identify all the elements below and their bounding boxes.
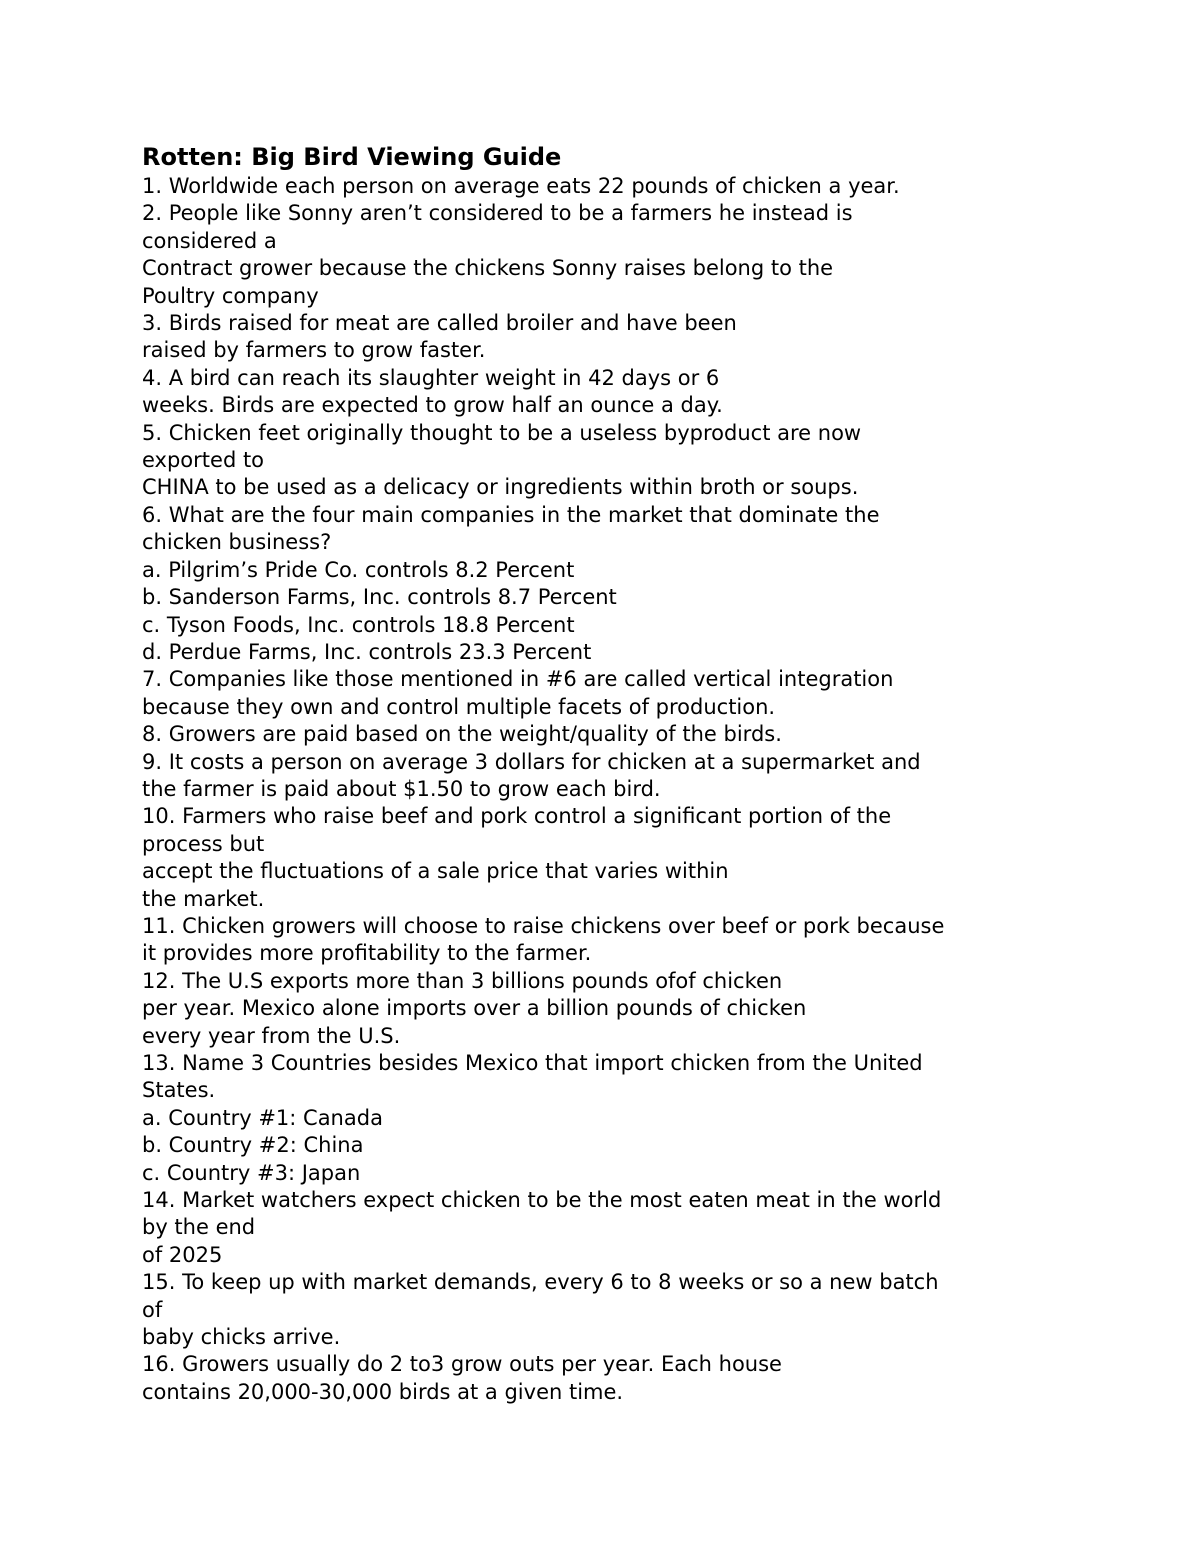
text-line: raised by farmers to grow faster. [142, 338, 486, 363]
text-line: Contract grower because the chickens Sonny raises belong to the [142, 256, 834, 281]
text-line: contains 20,000-30,000 birds at a given time. [142, 1379, 624, 1404]
text-line: it provides more profitability to the farmer. [142, 941, 592, 966]
text-line: a. Pilgrim’s Pride Co. controls 8.2 Percent [142, 557, 575, 582]
text-line: 4. A bird can reach its slaughter weight in 42 days or 6 [142, 365, 720, 390]
text-line: 16. Growers usually do 2 to3 grow outs per year. Each house [142, 1352, 782, 1377]
text-line: accept the fluctuations of a sale price that varies within [142, 859, 729, 884]
text-line: weeks. Birds are expected to grow half an ounce a day. [142, 393, 723, 418]
text-line: 3. Birds raised for meat are called broiler and have been [142, 311, 737, 336]
text-line: 11. Chicken growers will choose to raise chickens over beef or pork because [142, 913, 945, 938]
text-line: the market. [142, 886, 265, 911]
text-line: c. Tyson Foods, Inc. controls 18.8 Percent [142, 612, 575, 637]
text-line: considered a [142, 228, 277, 253]
text-line: of [142, 1297, 163, 1322]
text-line: 1. Worldwide each person on average eats 22 pounds of chicken a year. [142, 174, 900, 198]
text-line: exported to [142, 448, 265, 473]
text-line: 14. Market watchers expect chicken to be the most eaten meat in the world [142, 1188, 942, 1213]
text-line: per year. Mexico alone imports over a billion pounds of chicken [142, 996, 807, 1021]
text-line: 12. The U.S exports more than 3 billions pounds ofof chicken [142, 968, 783, 993]
text-line: every year from the U.S. [142, 1023, 401, 1048]
text-line: CHINA to be used as a delicacy or ingredients within broth or soups. [142, 475, 859, 500]
text-line: 2. People like Sonny aren’t considered to be a farmers he instead is [142, 201, 853, 226]
text-line: 8. Growers are paid based on the weight/quality of the birds. [142, 722, 782, 747]
text-line: process but [142, 831, 265, 856]
text-line: States. [142, 1078, 216, 1103]
text-line: by the end [142, 1215, 256, 1240]
text-line: b. Sanderson Farms, Inc. controls 8.7 Percent [142, 585, 617, 610]
text-line: 7. Companies like those mentioned in #6 are called vertical integration [142, 667, 894, 692]
text-line: 10. Farmers who raise beef and pork control a significant portion of the [142, 804, 892, 829]
text-line: of 2025 [142, 1242, 223, 1267]
text-line: 13. Name 3 Countries besides Mexico that import chicken from the United [142, 1051, 923, 1075]
text-line: c. Country #3: Japan [142, 1160, 361, 1185]
text-line: a. Country #1: Canada [142, 1105, 383, 1130]
text-line: 15. To keep up with market demands, every 6 to 8 weeks or so a new batch [142, 1270, 939, 1295]
text-line: 9. It costs a person on average 3 dollars for chicken at a supermarket and [142, 749, 921, 774]
text-line: chicken business? [142, 530, 332, 555]
text-line: because they own and control multiple facets of production. [142, 694, 776, 719]
text-line: 6. What are the four main companies in the market that dominate the [142, 502, 880, 527]
text-line: the farmer is paid about $1.50 to grow each bird. [142, 776, 661, 801]
text-line: baby chicks arrive. [142, 1325, 341, 1350]
text-line: d. Perdue Farms, Inc. controls 23.3 Percent [142, 639, 592, 664]
document-body [142, 142, 1062, 1406]
text-line: 5. Chicken feet originally thought to be a useless byproduct are now [142, 420, 862, 445]
text-line: b. Country #2: China [142, 1133, 364, 1158]
text-line: Poultry company [142, 283, 319, 308]
document-title: Rotten: Big Bird Viewing Guide [142, 143, 562, 171]
